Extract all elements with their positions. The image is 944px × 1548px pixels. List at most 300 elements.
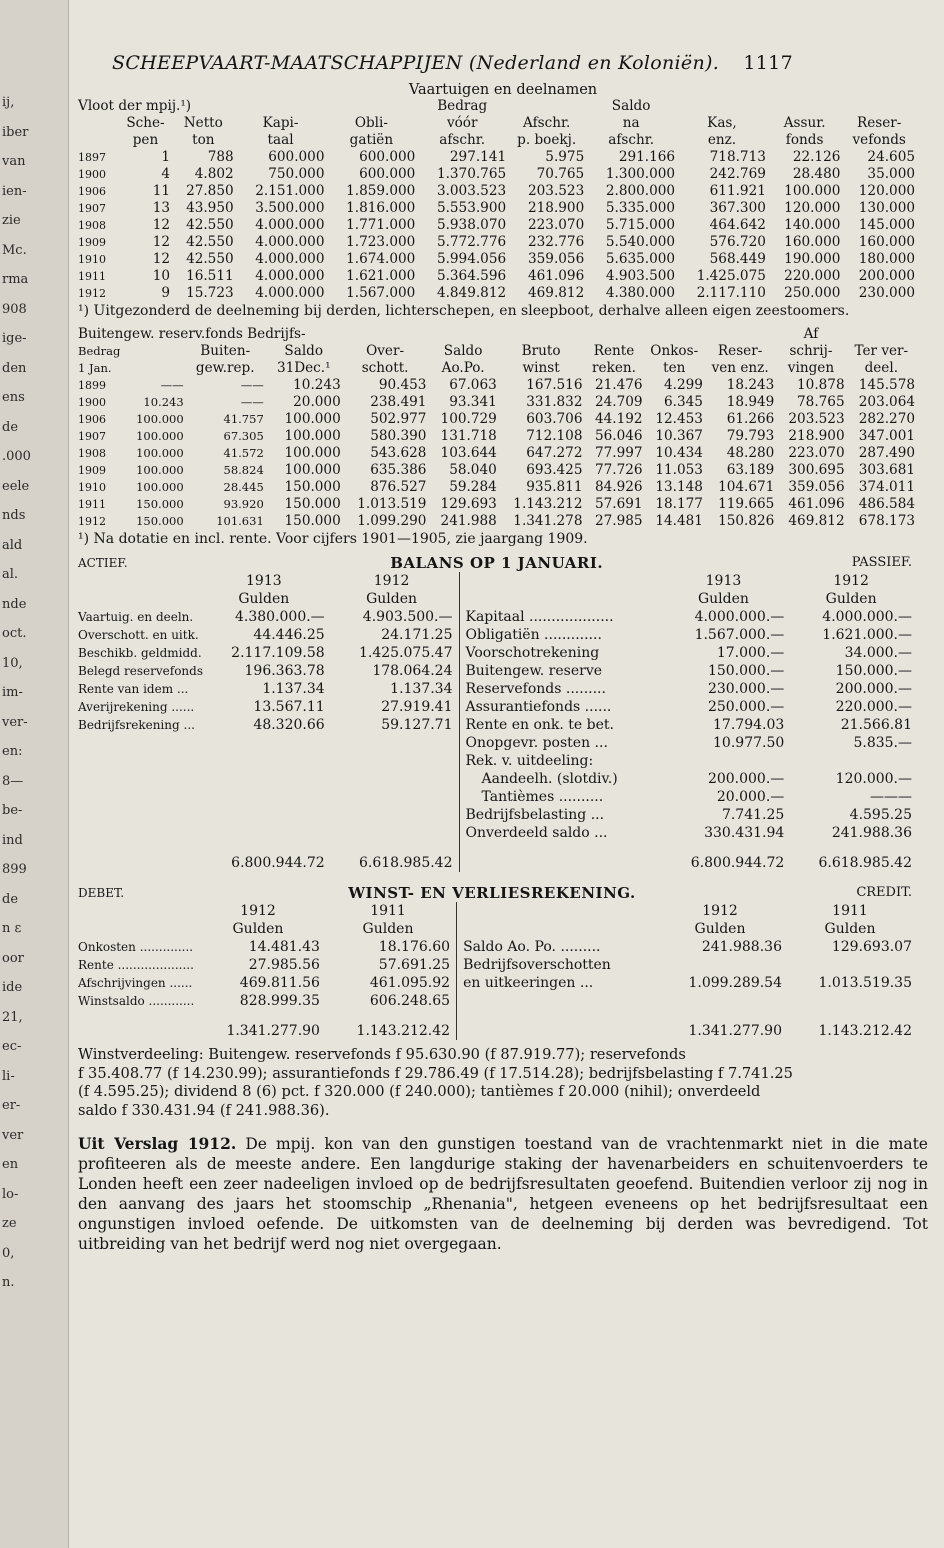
row-year: 1912 [78,515,106,528]
column-header: Obli- [354,115,388,131]
column-header: Onkos- [650,343,699,359]
entry-value [203,734,331,752]
table-cell: 218.900 [788,428,845,444]
header-row [78,343,918,360]
account-row [78,608,918,626]
margin-fragment: ide [2,980,23,995]
table-cell: 220.000 [784,268,841,284]
table-cell: 56.046 [594,428,643,444]
table-cell: 464.642 [709,217,766,233]
table-row [78,183,918,200]
column-header: Saldo [284,343,324,359]
table-cell: 282.270 [858,411,915,427]
table-cell: 28.480 [792,166,841,182]
table-row [78,217,918,234]
table-cell: 10.243 [293,377,341,393]
unit-header: Gulden [362,921,414,937]
table-cell: 242.769 [709,166,766,182]
margin-fragment: er- [2,1098,21,1113]
table-cell: 5.994.056 [436,251,507,267]
table-cell: 2.117.110 [696,285,766,301]
margin-fragment: oor [2,950,24,966]
report-lead: Uit Verslag 1912. [78,1134,237,1153]
table-row [78,479,918,496]
margin-fragment: eele [2,478,30,494]
entry-value: 59.127.71 [381,717,453,733]
table-cell: 5.364.596 [436,268,507,284]
table-cell: 469.812 [528,285,585,301]
entry-value: 1.137.34 [390,681,453,697]
entry-value: 461.095.92 [369,975,451,991]
table-cell: 43.950 [186,200,234,216]
table-cell: 12 [152,217,170,233]
column-header: Ao.Po. [441,360,485,376]
table-cell: 79.793 [726,428,775,444]
report-text: De mpij. kon van den gunstigen toestand van de vrachtenmarkt niet in die mate profiteeren als de meeste andere. Een langdurige staking der havenarbeiders en schuitenvoerders te Londen heeft een zeer nadeeligen invloed op de bedrijfsresultaten geoefend. Buitendien verloor zij nog in den aanvang des jaars het stoomschip „Rhenania", hetgeen eveneens op het bedrijfsresultaat een ongunstigen invloed oefende. De uitkomsten van de deelneming bij derden was bevredigend. Tot uitbreiding van het bedrijf werd nog niet overgegaan. [78,1135,928,1253]
table-cell: 750.000 [268,166,325,182]
account-row [78,662,918,680]
document-page [78,52,928,1254]
fleet-footnote: ¹) Uitgezonderd de deelneming bij derden, lichterschepen, en sleepboot, derhalve alleen eigen zeestoomers. [78,303,850,319]
table-cell: 167.516 [526,377,583,393]
total-value: 6.800.944.72 [690,855,785,871]
table-cell: 678.173 [858,513,915,529]
totals-row [78,842,918,872]
entry-label [78,806,203,824]
margin-fragment: zie [2,213,21,228]
year-header-row [78,572,918,590]
table-cell: 100.000 [284,462,341,478]
account-row [78,734,918,752]
column-header: deel. [864,360,899,376]
entry-value [663,752,791,770]
entry-value: 4.000.000.— [822,609,912,625]
column-header: Over- [366,343,405,359]
column-header: Bedrag [78,344,121,358]
margin-fragment: n ε [2,921,22,936]
table-cell: 11 [152,183,170,199]
row-year: 1897 [78,151,106,164]
table-row [78,445,918,462]
column-header: Saldo [443,343,483,359]
account-row [78,938,918,956]
row-year: 1912 [78,287,106,300]
table-cell: 58.824 [223,463,264,477]
table-cell: 230.000 [858,285,915,301]
entry-value: 230.000.— [707,681,785,697]
entry-label: Bedrijfsoverschotten [457,956,658,974]
table-cell: 4.000.000 [255,268,325,284]
table-cell: 5.938.070 [436,217,507,233]
table-cell: 3.500.000 [255,200,325,216]
table-cell: 5.975 [545,149,585,165]
table-row [78,496,918,513]
table-cell: 223.070 [528,217,585,233]
margin-fragment: van [2,154,26,169]
entry-value: 57.691.25 [378,957,451,973]
column-header: reken. [592,360,636,376]
entry-value: 1.099.289.54 [688,975,782,991]
table-cell: 150.000 [284,513,341,529]
table-row [78,149,918,166]
entry-label: Saldo Ao. Po. ......... [457,938,658,956]
distribution-line: saldo f 330.431.94 (f 241.988.36). [78,1101,330,1119]
total-value: 6.618.985.42 [358,855,453,871]
adjacent-page-margin [0,0,69,1548]
table-cell: 9 [161,285,170,301]
table-cell: 712.108 [526,428,583,444]
table-cell: 93.920 [223,497,264,511]
account-title-row [78,554,918,572]
table-cell: 18.949 [726,394,775,410]
account-row [78,716,918,734]
table-cell: 61.266 [726,411,775,427]
entry-label: Voorschotrekening [459,644,663,662]
margin-fragment: rma [2,272,29,287]
entry-value: 1.425.075.47 [358,645,453,661]
table-cell: 1.723.000 [346,234,416,250]
table-cell: 24.709 [594,394,643,410]
margin-fragment: ens [2,390,25,405]
table-cell: 130.000 [858,200,915,216]
year-header: 1913 [246,573,282,589]
entry-label: Belegd reservefonds [78,664,203,678]
margin-fragment: n. [2,1275,15,1290]
column-header: Netto [183,115,223,131]
table-cell: 218.900 [528,200,585,216]
table-cell: 13.148 [655,479,703,495]
entry-label: Buitengew. reserve [459,662,663,680]
table-cell: 203.523 [788,411,845,427]
results-footnote: ¹) Na dotatie en incl. rente. Voor cijfers 1901—1905, zie jaargang 1909. [78,531,588,547]
entry-value: 196.363.78 [244,663,325,679]
table-cell: 461.096 [528,268,585,284]
table-cell: 600.000 [268,149,325,165]
table-cell: 502.977 [370,411,427,427]
table-cell: 41.757 [223,412,264,426]
table-cell: 24.605 [867,149,915,165]
entry-value [203,806,331,824]
year-header: 1912 [702,903,738,919]
table-cell: 1 [161,149,170,165]
entry-value [658,992,788,1010]
left-side-label: DEBET. [78,886,125,900]
entry-value: 1.137.34 [262,681,325,697]
table-cell: 77.997 [594,445,643,461]
table-cell: 15.723 [186,285,234,301]
table-cell: 140.000 [784,217,841,233]
entry-value [331,770,459,788]
table-cell: 150.000 [284,479,341,495]
column-header: taal [267,132,294,148]
entry-value: 120.000.— [835,771,912,787]
distribution-line: (f 4.595.25); dividend 8 (6) pct. f 320.000 (f 240.000); tantièmes f 20.000 (nihil); onverdeeld [78,1083,761,1100]
account-title: BALANS OP 1 JANUARI. [390,554,604,572]
table-cell: 300.695 [788,462,845,478]
margin-fragment: lo- [2,1186,19,1202]
distribution-line: Winstverdeeling: Buitengew. reservefonds f 95.630.90 (f 87.919.77); reservefonds [78,1046,686,1063]
column-header: 1 Jan. [78,361,112,375]
margin-fragment: 8— [2,773,24,789]
entry-value [331,752,459,770]
entry-value: 20.000.— [716,789,785,805]
entry-label: Beschikb. geldmidd. [78,646,202,660]
entry-label: Bedrijfsbelasting ... [459,806,663,824]
table-cell: 5.635.000 [605,251,676,267]
column-header: Reser- [856,115,902,131]
table-cell: 241.988 [440,513,497,529]
table-cell: 291.166 [618,149,676,165]
column-header: Buitengew. reserv.fonds Bedrijfs- [78,326,306,342]
margin-fragment: ige- [2,331,27,346]
table-cell: 57.691 [594,496,643,512]
table-cell: 5.540.000 [605,234,676,250]
running-header [112,52,928,82]
table-cell: 14.481 [655,513,703,529]
table-cell: 42.550 [186,217,234,233]
column-header: Reser- [717,343,763,359]
column-header: ten [663,360,686,376]
table-cell: 150.000 [284,496,341,512]
entry-value [203,752,331,770]
table-row [78,462,918,479]
column-header: Kapi- [262,115,299,131]
table-cell: 70.765 [536,166,585,182]
column-header: na [622,115,640,131]
column-header: Bruto [521,343,561,359]
table-cell: 18.177 [655,496,703,512]
row-year: 1906 [78,185,106,198]
table-cell: 59.284 [449,479,497,495]
table-cell: 5.715.000 [605,217,676,233]
table-cell: 1.099.290 [357,513,427,529]
table-cell: 100.000 [136,446,184,460]
table-cell: 1.621.000 [346,268,416,284]
column-header: ven enz. [711,360,769,376]
table-cell: 203.064 [858,394,915,410]
entry-value [788,992,918,1010]
table-cell: 3.003.523 [436,183,507,199]
total-value: 6.618.985.42 [818,855,912,871]
entry-label: Rente en onk. te bet. [459,716,663,734]
entry-value [203,770,331,788]
entry-value: 34.000.— [844,645,912,661]
table-row [78,394,918,411]
row-year: 1911 [78,498,106,511]
margin-fragment: den [2,360,27,376]
table-cell: 101.631 [216,514,264,528]
table-cell: 367.300 [709,200,766,216]
entry-value: 828.999.35 [239,993,320,1009]
table-cell: 250.000 [784,285,841,301]
table-cell: 119.665 [718,496,775,512]
year-header: 1912 [240,903,276,919]
table-cell: 150.000 [136,514,184,528]
account-row [78,974,918,992]
margin-fragment: de [2,419,19,435]
table-cell: 461.096 [788,496,845,512]
table-cell: 1.674.000 [346,251,416,267]
column-header: fonds [785,132,824,148]
table-cell: —— [240,395,264,409]
table-cell: 12.453 [655,411,703,427]
entry-value: 4.595.25 [849,807,912,823]
entry-value: 241.988.36 [831,825,912,841]
entry-label: Winstsaldo ............ [78,994,195,1008]
table-cell: 27.985 [594,513,643,529]
account-row [78,788,918,806]
row-year: 1900 [78,396,106,409]
table-row [78,268,918,285]
account-row [78,956,918,974]
page-number: 1117 [743,52,793,74]
year-header: 1912 [833,573,869,589]
entry-value: 48.320.66 [253,717,325,733]
balance-sheet [78,554,918,872]
table-cell: 331.832 [526,394,583,410]
year-header: 1911 [370,903,406,919]
entry-value: 18.176.60 [378,939,451,955]
fleet-caption: Vaartuigen en deelnamen [408,82,598,98]
row-year: 1910 [78,481,106,494]
profit-distribution [78,1046,928,1120]
account-title: WINST- EN VERLIESREKENING. [348,884,636,902]
results-table [78,326,918,530]
entry-value: 13.567.11 [253,699,325,715]
account-row [78,680,918,698]
row-year: 1908 [78,447,106,460]
table-cell: 100.000 [136,463,184,477]
entry-label [78,752,203,770]
year-header: 1913 [705,573,742,589]
margin-fragment: ald [2,537,23,553]
column-header: 31Dec.¹ [276,360,331,376]
table-cell: —— [160,378,184,392]
table-cell: 27.850 [186,183,234,199]
account-row [78,752,918,770]
table-cell: 104.671 [718,479,775,495]
entry-value: 5.835.— [853,735,912,751]
account-row [78,824,918,842]
margin-fragment: .000 [2,449,31,464]
margin-fragment: ec- [2,1039,22,1054]
table-cell: 4.849.812 [436,285,507,301]
entry-label [78,734,203,752]
row-year: 1900 [78,168,106,181]
table-cell: 129.693 [440,496,497,512]
entry-value [790,752,918,770]
account-row [78,770,918,788]
table-cell: 876.527 [370,479,427,495]
entry-label: Rente van idem ... [78,682,189,696]
column-header: Rente [593,343,635,359]
margin-fragment: de [2,891,19,907]
entry-label: Tantièmes .......... [459,788,663,806]
table-row [78,513,918,530]
unit-header: Gulden [694,921,746,937]
column-header: Afschr. [523,115,571,131]
table-cell: 4.903.500 [605,268,676,284]
table-row [78,411,918,428]
margin-fragment: 908 [2,301,27,317]
table-cell: 13 [152,200,170,216]
table-cell: 935.811 [526,479,583,495]
row-year: 1908 [78,219,106,232]
table-cell: 21.476 [594,377,643,393]
margin-fragment: 0, [2,1245,15,1261]
table-cell: 4.299 [664,377,703,393]
margin-fragment: al. [2,567,19,582]
header-row [78,360,918,377]
account-row [78,644,918,662]
table-cell: 1.143.212 [513,496,583,512]
margin-fragment: nde [2,596,27,612]
fleet-table [78,98,918,302]
entry-label: Bedrijfsrekening ... [78,718,195,732]
unit-row [78,590,918,608]
table-cell: 5.553.900 [436,200,507,216]
header-title: SCHEEPVAART-MAATSCHAPPIJEN (Nederland en Koloniën). [112,52,720,74]
entry-value: 4.000.000.— [694,609,785,625]
table-cell: 145.000 [858,217,915,233]
table-cell: 11.053 [655,462,703,478]
table-cell: 5.772.776 [436,234,507,250]
table-cell: 303.681 [858,462,915,478]
total-value: 1.341.277.90 [688,1023,782,1039]
table-cell: 150.000 [136,497,184,511]
entry-value: 21.566.81 [840,717,912,733]
margin-fragment: oct. [2,626,27,641]
column-header: Buiten- [200,343,251,359]
table-cell: 1.771.000 [346,217,416,233]
profit-loss-account [78,884,918,1040]
margin-fragment: ien- [2,183,27,199]
table-cell: 603.706 [526,411,583,427]
table-cell: 359.056 [788,479,845,495]
row-year: 1906 [78,413,106,426]
table-cell: 35.000 [867,166,915,182]
entry-label [457,992,658,1010]
table-cell: 120.000 [784,200,841,216]
unit-header: Gulden [824,921,876,937]
entry-value: 200.000.— [835,681,912,697]
account-row [78,698,918,716]
table-cell: 100.000 [136,480,184,494]
entry-label: Assurantiefonds ...... [459,698,663,716]
table-row [78,377,918,394]
header-row [78,132,918,149]
margin-fragment: be- [2,803,23,818]
margin-fragment: nds [2,508,26,523]
entry-label [78,824,203,842]
column-header: vóór [446,115,478,131]
total-value: 1.143.212.42 [356,1023,451,1039]
entry-value: 150.000.— [707,663,785,679]
entry-label: Aandeelh. (slotdiv.) [459,770,663,788]
entry-value: 1.013.519.35 [818,975,912,991]
table-cell: 77.726 [594,462,643,478]
entry-value: 241.988.36 [701,939,782,955]
margin-fragment: 21, [2,1009,23,1025]
table-cell: 693.425 [526,462,583,478]
entry-label: Reservefonds ......... [459,680,663,698]
entry-value [331,788,459,806]
entry-value [331,824,459,842]
table-cell: 4.380.000 [605,285,676,301]
column-header: Kas, [707,115,737,131]
table-cell: 200.000 [858,268,915,284]
entry-label: Onverdeeld saldo ... [459,824,663,842]
